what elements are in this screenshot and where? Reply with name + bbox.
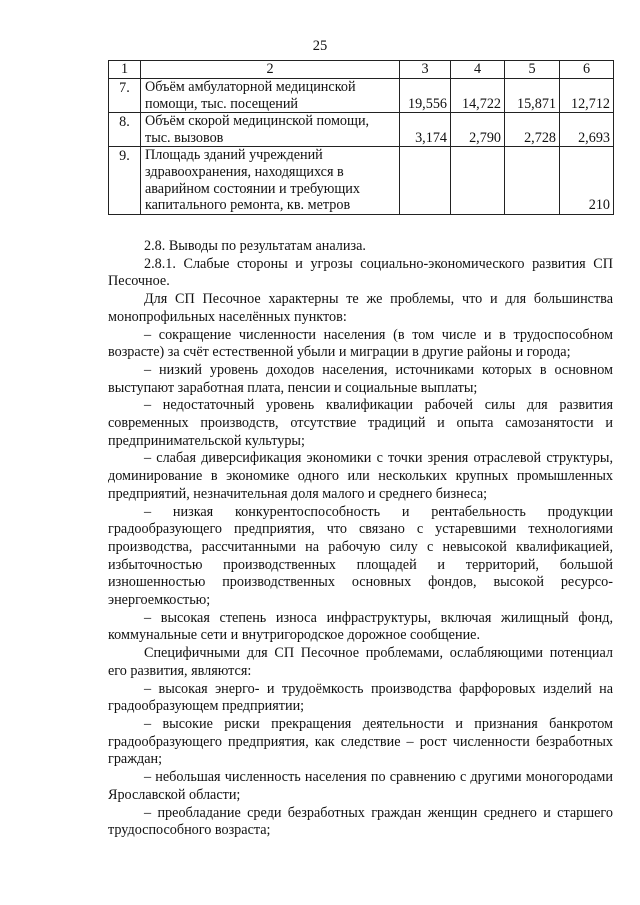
table-header-row [109,61,614,79]
table-header-cell: 3 [400,61,451,79]
row-indicator [141,79,400,113]
indicator-line: тыс. вызовов [145,129,224,146]
body-text [108,238,613,840]
indicator-line: здравоохранения, находящихся в [145,163,344,180]
indicator-line: капитального ремонта, кв. метров [145,197,351,214]
value-cell: 3,174 [400,113,451,147]
table-header-cell: 1 [109,61,141,79]
subsection-heading: 2.8.1. Слабые стороны и угрозы социально-экономического развития СП Песочное. [108,255,613,290]
paragraph: Специфичными для СП Песочное проблемами, ослабляющими потенциал его развития, являются: [108,645,613,679]
list-item: – слабая диверсификация экономики с точки зрения отраслевой структуры, доминирование в экономике одного или нескольких крупных промышленных предприятий, незначительная доля малого и среднего бизнеса; [108,450,613,502]
value-cell: 2,693 [560,113,614,147]
row-number: 8. [109,113,141,147]
list-item: – низкий уровень доходов населения, источниками которых в основном выступают заработная плата, пенсии и социальные выплаты; [108,361,613,396]
indicator-line: Объём амбулаторной медицинской [145,79,356,95]
paragraph: Для СП Песочное характерны те же проблемы, что и для большинства монопрофильных населённых пунктов: [108,291,613,325]
table-header-cell: 6 [560,61,614,79]
value-cell: 210 [560,147,614,214]
value-cell: 19,556 [400,79,451,113]
value-cell: 12,712 [560,79,614,113]
table-row [109,147,614,214]
value-cell [505,147,560,214]
value-cell [451,147,505,214]
table-header-cell: 4 [451,61,505,79]
list-item: – сокращение численности населения (в том числе и в трудоспособном возрасте) за счёт естественной убыли и миграции в другие районы и города; [108,326,613,361]
indicator-line: Объём скорой медицинской помощи, [145,113,370,130]
list-item: – недостаточный уровень квалификации рабочей силы для развития современных производств, отсутствие традиций и опыта самозанятости и предпринимательской культуры; [108,397,613,449]
row-indicator [141,113,400,147]
value-cell: 2,790 [451,113,505,147]
value-cell: 14,722 [451,79,505,113]
row-number: 7. [109,79,141,113]
table-row [109,79,614,113]
table-header-cell: 2 [141,61,400,79]
indicator-line: помощи, тыс. посещений [145,95,299,112]
indicator-line: аварийном состоянии и требующих [145,180,360,197]
list-item: – высокая энерго- и трудоёмкость производства фарфоровых изделий на градообразующем предприятии; [108,680,613,715]
value-cell: 2,728 [505,113,560,147]
value-cell: 15,871 [505,79,560,113]
table-header-cell: 5 [505,61,560,79]
list-item: – низкая конкурентоспособность и рентабельность продукции градообразующего предприятия, что связано с устаревшими технологиями производства, рассчитанными на рабочую силу с невысокой квалификацией, избыточностью производственных площадей и территорий, большой изношенностью производственных основных фондов, высокой ресурсо-энергоемкостью; [108,503,613,609]
row-number: 9. [109,147,141,214]
section-heading: 2.8. Выводы по результатам анализа. [144,238,366,254]
list-item: – высокие риски прекращения деятельности и признания банкротом градообразующего предприятия, как следствие – рост численности безработных граждан; [108,715,613,768]
table-row [109,113,614,147]
value-cell [400,147,451,214]
list-item: – преобладание среди безработных граждан женщин среднего и старшего трудоспособного возраста; [108,804,613,839]
row-indicator [141,147,400,214]
list-item: – небольшая численность населения по сравнению с другими моногородами Ярославской области; [108,769,613,803]
indicator-line: Площадь зданий учреждений [145,147,323,164]
page-number: 25 [312,38,328,54]
statistics-table [108,60,614,215]
list-item: – высокая степень износа инфраструктуры, включая жилищный фонд, коммунальные сети и внутригородское дорожное сообщение. [108,609,613,644]
